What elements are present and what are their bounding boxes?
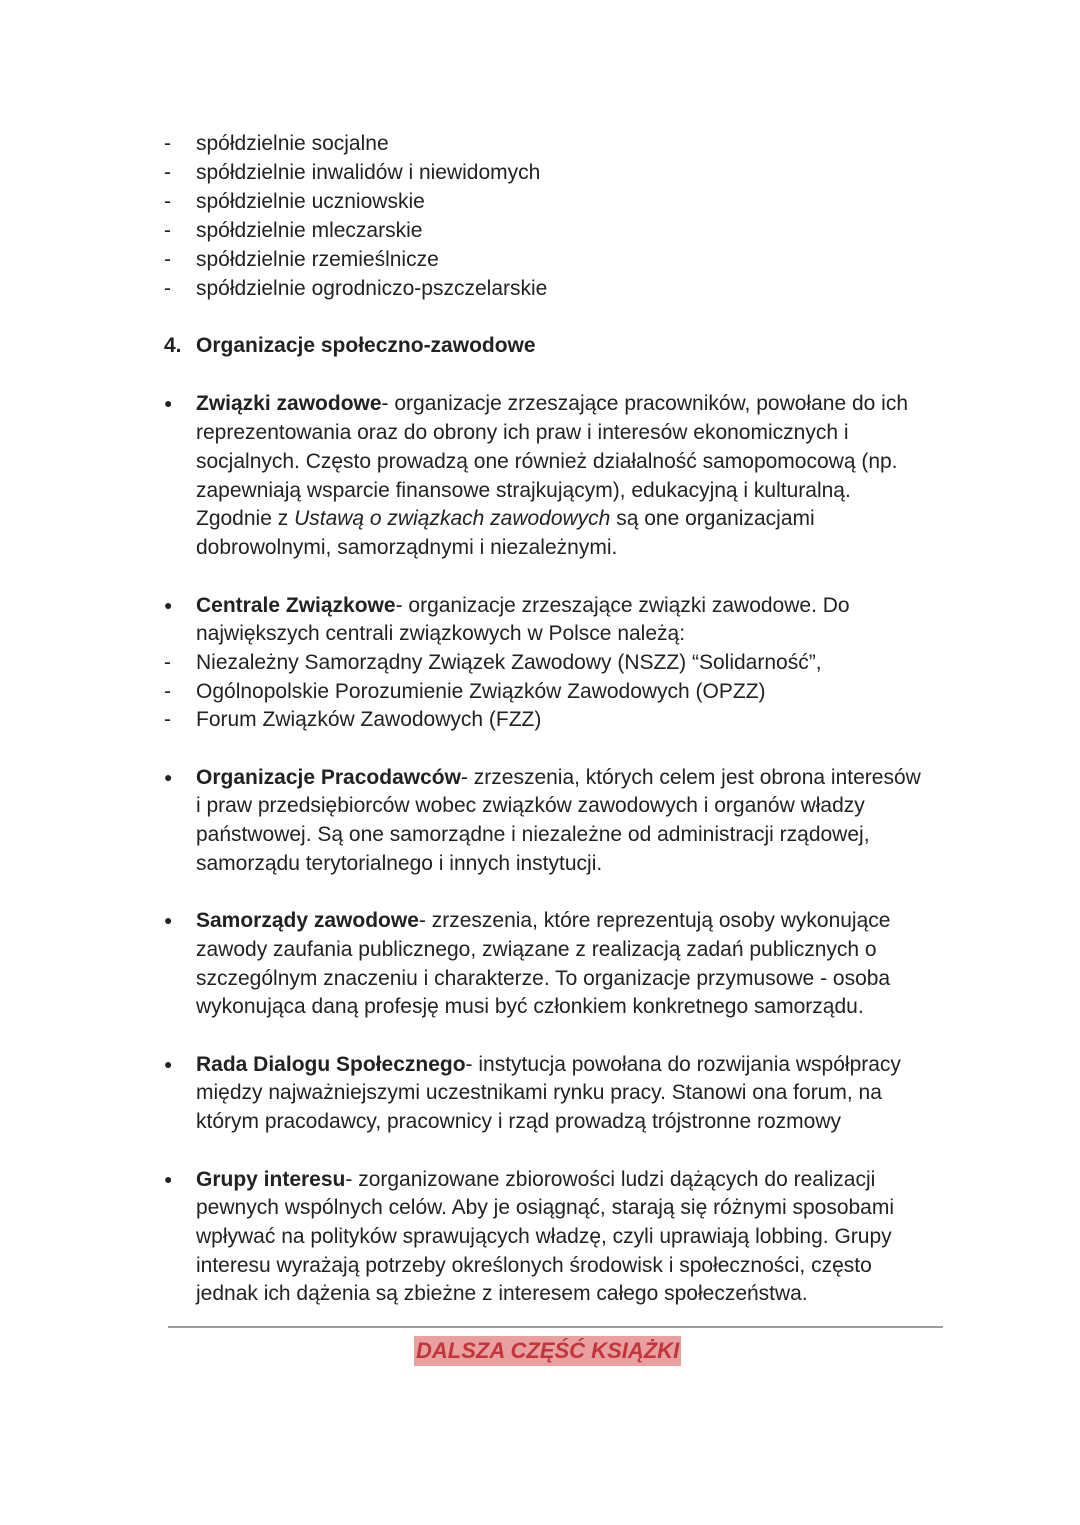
- interest-line-3: wpływać na polityków sprawujących władzę, czyli uprawiają lobbing. Grupy: [196, 1225, 892, 1248]
- list-item: Niezależny Samorządny Związek Zawodowy (NSZZ) “Solidarność”,: [196, 651, 822, 674]
- list-item: spółdzielnie inwalidów i niewidomych: [196, 161, 541, 184]
- dash-marker: -: [164, 219, 171, 242]
- law-title: Ustawą o związkach zawodowych: [294, 507, 611, 530]
- list-item: spółdzielnie ogrodniczo-pszczelarskie: [196, 277, 548, 300]
- professional-line-3: szczególnym znaczeniu i charakterze. To organizacje przymusowe - osoba: [196, 967, 891, 990]
- dash-marker: -: [164, 277, 171, 300]
- list-item: spółdzielnie rzemieślnicze: [196, 248, 439, 271]
- professional-line-4: wykonująca daną profesję musi być członkiem konkretnego samorządu.: [196, 995, 864, 1018]
- section-heading: [164, 331, 536, 360]
- text: - zorganizowane zbiorowości ludzi dążących do realizacji: [345, 1168, 876, 1191]
- text: - zrzeszenia, które reprezentują osoby wykonujące: [418, 909, 891, 932]
- bullet-marker: ●: [164, 597, 173, 613]
- employers-line-2: i praw przedsiębiorców wobec związków zawodowych i organów władzy: [196, 794, 865, 817]
- unions-line-4: zapewniają wsparcie finansowe strajkującym), edukacyjną i kulturalną.: [196, 479, 851, 502]
- list-item: spółdzielnie mleczarskie: [196, 219, 423, 242]
- text: - zrzeszenia, których celem jest obrona interesów: [460, 766, 921, 789]
- list-item: spółdzielnie socjalne: [196, 132, 389, 155]
- unions-line-6: dobrowolnymi, samorządnymi i niezależnymi.: [196, 536, 618, 559]
- continue-reading-link[interactable]: DALSZA CZĘŚĆ KSIĄŻKI: [414, 1336, 681, 1366]
- centrals-line-2: największych centrali związkowych w Polsce należą:: [196, 622, 686, 645]
- term: Organizacje Pracodawców: [196, 766, 461, 789]
- dash-marker: -: [164, 132, 171, 155]
- dash-marker: -: [164, 708, 171, 731]
- text: - organizacje zrzeszające związki zawodowe. Do: [395, 594, 850, 617]
- dash-marker: -: [164, 161, 171, 184]
- dash-marker: -: [164, 248, 171, 271]
- bullet-marker: ●: [164, 769, 173, 785]
- dash-marker: -: [164, 651, 171, 674]
- list-item: Forum Związków Zawodowych (FZZ): [196, 708, 542, 731]
- interest-line-5: jednak ich dążenia są zbieżne z interesem całego społeczeństwa.: [196, 1282, 808, 1305]
- section-number: 4.: [164, 334, 182, 357]
- unions-line-3: socjalnych. Często prowadzą one również działalność samopomocową (np.: [196, 450, 898, 473]
- interest-line-1: [196, 1165, 875, 1194]
- professional-line-2: zawody zaufania publicznego, związane z realizacją zadań publicznych o: [196, 938, 877, 961]
- term: Rada Dialogu Społecznego: [196, 1053, 466, 1076]
- unions-line-5: [196, 504, 815, 533]
- list-item: Ogólnopolskie Porozumienie Związków Zawodowych (OPZZ): [196, 680, 766, 703]
- term: Grupy interesu: [196, 1168, 346, 1191]
- term: Centrale Związkowe: [196, 594, 396, 617]
- text: - instytucja powołana do rozwijania współpracy: [465, 1053, 901, 1076]
- section-title: Organizacje społeczno-zawodowe: [196, 334, 536, 357]
- text: Zgodnie z: [196, 507, 295, 530]
- dash-marker: -: [164, 680, 171, 703]
- centrals-line-1: [196, 591, 850, 620]
- council-line-2: między najważniejszymi uczestnikami rynku pracy. Stanowi ona forum, na: [196, 1081, 882, 1104]
- text: - organizacje zrzeszające pracowników, powołane do ich: [381, 392, 908, 415]
- professional-line-1: [196, 906, 890, 935]
- interest-line-4: interesu wyrażają potrzeby określonych środowisk i społeczności, często: [196, 1254, 872, 1277]
- dash-marker: -: [164, 190, 171, 213]
- employers-line-4: samorządu terytorialnego i innych instytucji.: [196, 852, 603, 875]
- unions-line-1: [196, 389, 908, 418]
- bullet-marker: ●: [164, 1056, 173, 1072]
- bullet-marker: ●: [164, 1171, 173, 1187]
- horizontal-divider: [168, 1326, 943, 1328]
- interest-line-2: pewnych wspólnych celów. Aby je osiągnąć, starają się różnymi sposobami: [196, 1196, 895, 1219]
- unions-line-2: reprezentowania oraz do obrony ich praw i interesów ekonomicznych i: [196, 421, 849, 444]
- bullet-marker: ●: [164, 395, 173, 411]
- term: Związki zawodowe: [196, 392, 382, 415]
- bullet-marker: ●: [164, 912, 173, 928]
- council-line-1: [196, 1050, 901, 1079]
- list-item: spółdzielnie uczniowskie: [196, 190, 425, 213]
- employers-line-1: [196, 763, 921, 792]
- term: Samorządy zawodowe: [196, 909, 419, 932]
- council-line-3: którym pracodawcy, pracownicy i rząd prowadzą trójstronne rozmowy: [196, 1110, 842, 1133]
- text: są one organizacjami: [610, 507, 815, 530]
- employers-line-3: państwowej. Są one samorządne i niezależne od administracji rządowej,: [196, 823, 870, 846]
